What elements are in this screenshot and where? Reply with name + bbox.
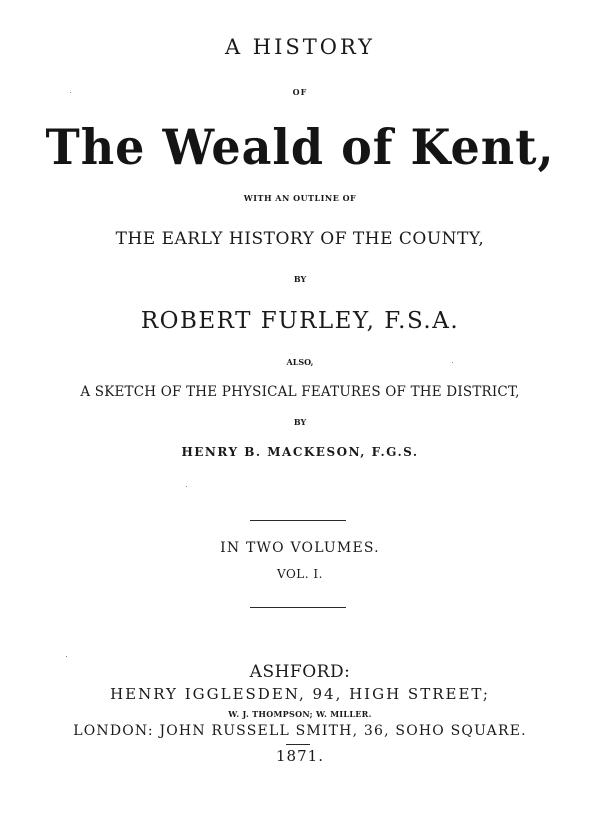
by-label-1: BY — [293, 274, 307, 284]
paper-speck — [70, 92, 71, 93]
title-heading: A HISTORY — [224, 35, 376, 59]
early-history-text: THE EARLY HISTORY OF THE COUNTY, — [115, 229, 485, 249]
also-label: ALSO, — [286, 357, 314, 367]
volumes-text: IN TWO VOLUMES. — [220, 540, 380, 556]
divider-rule-year — [286, 744, 310, 745]
second-author-name: HENRY B. MACKESON, F.G.S. — [181, 445, 419, 459]
divider-rule-top — [250, 520, 346, 521]
imprint-agents: W. J. THOMPSON; W. MILLER. — [228, 709, 372, 719]
author-name: ROBERT FURLEY, F.S.A. — [140, 308, 460, 334]
sketch-text: A SKETCH OF THE PHYSICAL FEATURES OF THE DISTRICT, — [80, 384, 520, 400]
main-title: The Weald of Kent, — [45, 118, 555, 176]
with-outline-text: WITH AN OUTLINE OF — [243, 193, 357, 203]
imprint-london: LONDON: JOHN RUSSELL SMITH, 36, SOHO SQUARE. — [73, 723, 527, 739]
imprint-publisher: HENRY IGGLESDEN, 94, HIGH STREET; — [110, 685, 490, 703]
divider-rule-bottom — [250, 607, 346, 608]
by-label-2: BY — [293, 417, 307, 427]
paper-speck — [452, 362, 453, 363]
volume-number: VOL. I. — [277, 567, 323, 581]
imprint-year: 1871. — [276, 747, 324, 765]
paper-speck — [186, 486, 187, 487]
paper-speck — [66, 656, 67, 657]
of-word: OF — [292, 87, 308, 97]
imprint-city: ASHFORD: — [249, 662, 351, 682]
